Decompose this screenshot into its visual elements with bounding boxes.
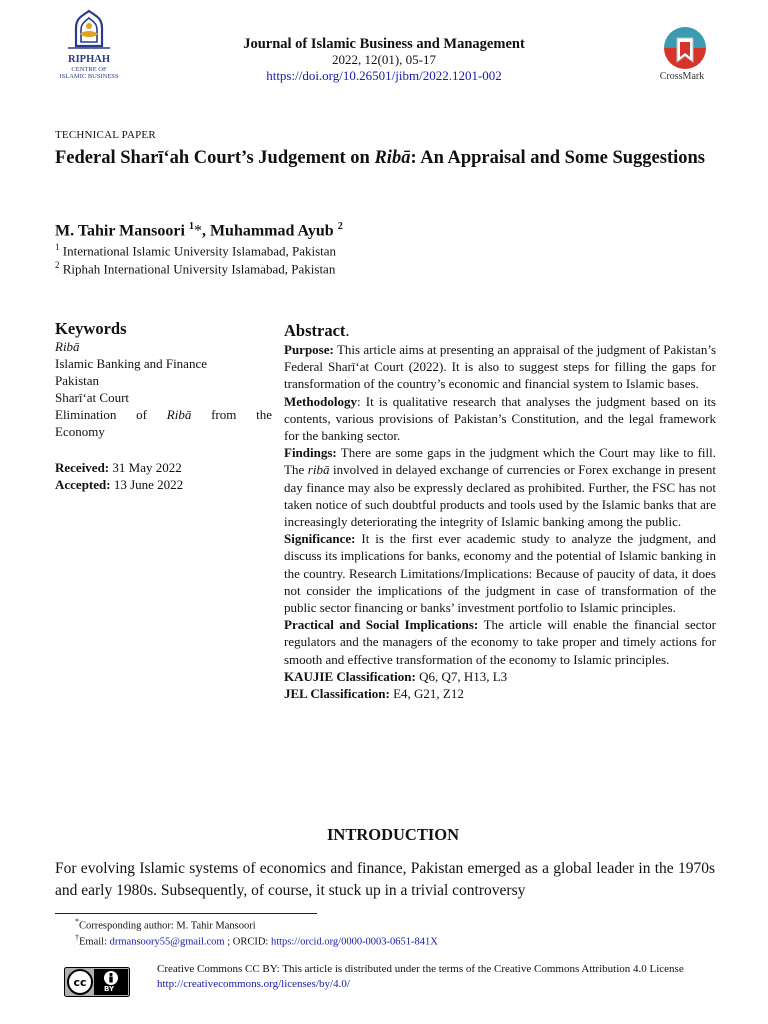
affiliation-2-text: Riphah International University Islamabad, Pakistan	[62, 261, 336, 277]
kw-word: from	[211, 407, 237, 422]
abstract-body	[284, 341, 716, 702]
introduction-heading: INTRODUCTION	[326, 825, 460, 844]
cc-by-icon	[64, 967, 130, 997]
findings-text-a: There are some gaps in the judgment which the Court may like to fill. The	[284, 445, 716, 478]
footnote-2-sep: ; ORCID:	[224, 936, 271, 948]
kw-word: Elimination	[55, 407, 117, 422]
keyword-item-cont: Economy	[55, 424, 105, 439]
crossmark-icon	[653, 26, 717, 72]
author2-sup: 2	[337, 221, 343, 232]
keywords-list	[55, 338, 272, 440]
footnote-2-label: Email:	[79, 936, 110, 948]
title-italic: Ribā	[374, 148, 411, 168]
keyword-item: Ribā	[55, 339, 80, 354]
methodology-label: Methodology	[284, 393, 357, 409]
keyword-item: Islamic Banking and Finance	[55, 356, 207, 371]
practical-text: The article will enable the financial sector regulators and the managers of the economy to take proper and timely actions for smooth and effective transformation of the economy to Islamic principles.	[284, 617, 716, 667]
footnote-1-text: Corresponding author: M. Tahir Mansoori	[79, 920, 256, 932]
abstract-jel	[284, 685, 716, 702]
affiliation-1-num: 1	[55, 242, 60, 252]
affiliation-2	[55, 260, 335, 277]
significance-text: It is the first ever academic study to analyze the judgment, and discuss its implications for banks, economy and the potential of Islamic banking in the country. Research Limitations/Implications: Because of paucity of data, it does not consider the implications of the judgment in case of transformation of the public sector financing or banks’ investment portfolio to Islamic principles.	[284, 531, 716, 616]
significance-label: Significance:	[284, 531, 356, 547]
logo-name: RIPHAH	[68, 54, 110, 65]
findings-italic: ribā	[307, 462, 330, 478]
footnote-2-mark: †	[75, 933, 79, 942]
keywords-heading: Keywords	[55, 319, 127, 338]
riphah-logo	[54, 8, 124, 80]
kw-word: of	[136, 407, 147, 422]
jel-text: E4, G21, Z12	[389, 686, 464, 702]
license-text	[157, 962, 717, 992]
accepted-date	[55, 476, 183, 493]
crossmark-badge[interactable]	[650, 26, 720, 86]
title-part1: Federal Sharīʻah Court’s Judgement on	[55, 148, 375, 168]
kw-word: Ribā	[166, 407, 192, 422]
findings-text-b: involved in delayed exchange of currencies or Forex exchange in present day finance may also be expressly declared as prohibited. Further, the FSC has not taken notice of such doubtful products and tools used by the Islamic banks that are increasingly deteriorating the integrity of Islamic banking among the public.	[284, 462, 716, 530]
footnote-rule	[55, 913, 317, 914]
abstract-heading-text: Abstract	[284, 321, 346, 340]
footnote-1	[75, 917, 256, 932]
kaujie-label: KAUJIE Classification:	[284, 668, 416, 684]
author2-name: Muhammad Ayub	[209, 222, 334, 240]
abstract-kaujie	[284, 668, 716, 685]
logo-line1: CENTRE OF	[71, 66, 107, 73]
footnote-1-mark: *	[75, 917, 79, 926]
author1-mark: *	[193, 222, 202, 240]
kw-word: the	[256, 407, 273, 422]
keyword-item: Sharīʻat Court	[55, 390, 130, 405]
author1-sup: 1	[188, 221, 194, 232]
findings-label: Findings:	[284, 445, 337, 461]
purpose-text: This article aims at presenting an appraisal of the judgment of Pakistan’s Federal Sharīʻat Court (2022). It is also to suggest steps for filling the gaps for transformation of the country’s economic and financial system to Islamic bases.	[284, 342, 716, 392]
abstract-methodology	[284, 393, 716, 445]
abstract-significance	[284, 530, 716, 616]
journal-header	[160, 36, 608, 84]
abstract-heading-dot: .	[345, 321, 350, 340]
received-date	[55, 459, 183, 476]
kaujie-text: Q6, Q7, H13, L3	[415, 668, 508, 684]
dates-block	[55, 459, 183, 493]
affiliation-2-num: 2	[55, 260, 60, 270]
abstract-practical	[284, 616, 716, 668]
license-body: Creative Commons CC BY: This article is distributed under the terms of the Creative Commons Attribution 4.0 License	[157, 963, 684, 975]
doi-link[interactable]: https://doi.org/10.26501/jibm/2022.1201-002	[266, 68, 502, 83]
crossmark-label: CrossMark	[659, 71, 705, 82]
methodology-text: : It is qualitative research that analyses the judgment based on its contents, various provisions of Pakistan’s Constitution, and the legal framework for the banking sector.	[284, 393, 716, 444]
license-link[interactable]: http://creativecommons.org/licenses/by/4.0/	[157, 978, 350, 990]
introduction-text: For evolving Islamic systems of economics and finance, Pakistan emerged as a global leader in the 1970s and early 1980s. Subsequently, of course, it stuck up in a trivial controversy	[55, 860, 715, 899]
orcid-link[interactable]: https://orcid.org/0000-0003-0651-841X	[270, 936, 438, 948]
paper-title	[55, 148, 715, 169]
abstract-purpose	[284, 341, 716, 393]
author1-name: M. Tahir Mansoori	[55, 222, 185, 240]
logo-line2: ISLAMIC BUSINESS	[59, 73, 119, 80]
affiliation-1-text: International Islamic University Islamabad, Pakistan	[62, 243, 337, 259]
practical-label: Practical and Social Implications:	[284, 617, 479, 633]
keyword-item	[55, 406, 272, 423]
cc-by-badge[interactable]	[64, 967, 130, 997]
purpose-label: Purpose:	[284, 342, 334, 357]
paper-type: TECHNICAL PAPER	[55, 129, 156, 141]
title-part2: : An Appraisal and Some Suggestions	[410, 148, 705, 168]
cc-by-label: BY	[104, 985, 115, 993]
abstract-heading	[284, 321, 350, 341]
journal-title: Journal of Islamic Business and Management	[243, 36, 525, 52]
footnote-2	[75, 933, 438, 948]
svg-text:cc: cc	[73, 976, 87, 989]
email-link[interactable]: drmansoory55@gmail.com	[109, 936, 225, 948]
author-sep: ,	[201, 222, 210, 240]
received-label: Received:	[55, 460, 110, 475]
riphah-emblem-icon	[54, 8, 124, 58]
accepted-label: Accepted:	[55, 477, 111, 492]
jel-label: JEL Classification:	[284, 686, 390, 702]
accepted-value: 13 June 2022	[113, 477, 184, 492]
received-value: 31 May 2022	[112, 460, 182, 475]
affiliation-1	[55, 242, 336, 259]
abstract-findings	[284, 444, 716, 530]
author-line	[55, 221, 343, 240]
keyword-item: Pakistan	[55, 373, 100, 388]
journal-issue: 2022, 12(01), 05-17	[332, 52, 436, 67]
